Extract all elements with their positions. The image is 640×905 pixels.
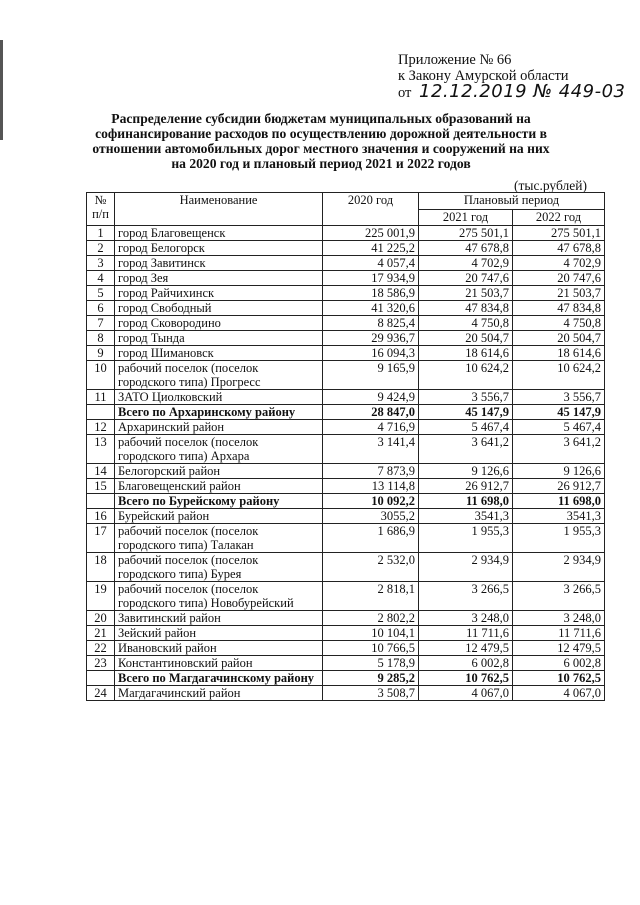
row-value-2022: 10 762,5 [513,671,605,686]
row-value-2021: 10 762,5 [419,671,513,686]
table-row [87,361,605,390]
row-number: 19 [87,582,115,611]
table-row [87,271,605,286]
table-row [87,656,605,671]
row-name: город Райчихинск [115,286,323,301]
row-value-2022: 3 641,2 [513,435,605,464]
row-value-2020: 4 057,4 [323,256,419,271]
row-value-2020: 29 936,7 [323,331,419,346]
row-name: Всего по Архаринскому району [115,405,323,420]
row-value-2021: 3 266,5 [419,582,513,611]
row-value-2022: 45 147,9 [513,405,605,420]
handwritten-date: 12.12.2019 № 449-03 [419,81,626,102]
table-row [87,286,605,301]
row-value-2020: 2 532,0 [323,553,419,582]
row-value-2020: 5 178,9 [323,656,419,671]
row-value-2022: 11 711,6 [513,626,605,641]
row-number: 6 [87,301,115,316]
row-value-2022: 2 934,9 [513,553,605,582]
row-value-2022: 18 614,6 [513,346,605,361]
header-2020: 2020 год [323,193,419,226]
row-number: 23 [87,656,115,671]
row-value-2021: 21 503,7 [419,286,513,301]
header-planned-period: Плановый период [419,193,605,210]
row-value-2022: 3541,3 [513,509,605,524]
row-name: рабочий поселок (поселок городского типа) Талакан [115,524,323,553]
row-value-2022: 11 698,0 [513,494,605,509]
table-row [87,641,605,656]
row-number: 13 [87,435,115,464]
row-value-2020: 9 165,9 [323,361,419,390]
table-row [87,435,605,464]
row-name: рабочий поселок (поселок городского типа) Прогресс [115,361,323,390]
row-value-2022: 21 503,7 [513,286,605,301]
row-number: 22 [87,641,115,656]
table-row [87,301,605,316]
table-row [87,256,605,271]
row-value-2021: 47 678,8 [419,241,513,256]
row-value-2020: 225 001,9 [323,226,419,241]
row-value-2021: 4 702,9 [419,256,513,271]
row-name: Архаринский район [115,420,323,435]
row-number: 2 [87,241,115,256]
row-value-2020: 17 934,9 [323,271,419,286]
header-num: № п/п [87,193,115,226]
table-row [87,346,605,361]
scan-edge-mark [0,40,3,140]
row-value-2022: 47 834,8 [513,301,605,316]
row-number: 4 [87,271,115,286]
row-value-2022: 275 501,1 [513,226,605,241]
table-row [87,331,605,346]
row-value-2022: 6 002,8 [513,656,605,671]
table-total-row [87,671,605,686]
row-value-2020: 2 802,2 [323,611,419,626]
row-value-2022: 26 912,7 [513,479,605,494]
row-value-2021: 275 501,1 [419,226,513,241]
row-number: 3 [87,256,115,271]
table-row [87,509,605,524]
row-number: 1 [87,226,115,241]
table-row [87,611,605,626]
row-number: 11 [87,390,115,405]
table-row [87,524,605,553]
row-value-2021: 10 624,2 [419,361,513,390]
row-value-2020: 1 686,9 [323,524,419,553]
row-value-2021: 20 747,6 [419,271,513,286]
row-value-2022: 3 248,0 [513,611,605,626]
table-row [87,626,605,641]
row-name: город Сковородино [115,316,323,331]
table-row [87,553,605,582]
row-value-2021: 2 934,9 [419,553,513,582]
row-value-2021: 18 614,6 [419,346,513,361]
row-value-2021: 11 698,0 [419,494,513,509]
row-value-2020: 3 141,4 [323,435,419,464]
appendix-law: к Закону Амурской области [398,68,569,84]
row-number [87,405,115,420]
row-value-2022: 10 624,2 [513,361,605,390]
row-name: Благовещенский район [115,479,323,494]
appendix-number: Приложение № 66 [398,52,512,68]
row-value-2022: 12 479,5 [513,641,605,656]
row-value-2020: 10 104,1 [323,626,419,641]
row-value-2020: 13 114,8 [323,479,419,494]
row-value-2021: 9 126,6 [419,464,513,479]
row-value-2022: 1 955,3 [513,524,605,553]
row-name: рабочий поселок (поселок городского типа) Бурея [115,553,323,582]
row-number: 7 [87,316,115,331]
row-number: 12 [87,420,115,435]
row-value-2021: 45 147,9 [419,405,513,420]
row-name: Магдагачинский район [115,686,323,701]
row-value-2020: 2 818,1 [323,582,419,611]
row-value-2020: 9 424,9 [323,390,419,405]
table-total-row [87,405,605,420]
row-name: Белогорский район [115,464,323,479]
row-name: Завитинский район [115,611,323,626]
row-name: город Благовещенск [115,226,323,241]
header-2021: 2021 год [419,210,513,226]
row-name: Бурейский район [115,509,323,524]
row-value-2022: 20 504,7 [513,331,605,346]
row-value-2021: 11 711,6 [419,626,513,641]
table-row [87,464,605,479]
row-value-2020: 8 825,4 [323,316,419,331]
row-number: 5 [87,286,115,301]
row-number: 10 [87,361,115,390]
row-number: 14 [87,464,115,479]
date-prefix: от [398,85,412,101]
row-name: Зейский район [115,626,323,641]
subsidy-table [86,192,605,701]
table-total-row [87,494,605,509]
row-value-2021: 3541,3 [419,509,513,524]
row-value-2022: 4 750,8 [513,316,605,331]
table-row [87,420,605,435]
appendix-block [398,52,626,101]
row-name: рабочий поселок (поселок городского типа) Архара [115,435,323,464]
row-number: 9 [87,346,115,361]
row-name: Всего по Магдагачинскому району [115,671,323,686]
row-number: 16 [87,509,115,524]
table-row [87,390,605,405]
table-row [87,582,605,611]
unit-label: (тыс.рублей) [514,178,587,193]
row-name: город Белогорск [115,241,323,256]
row-value-2022: 47 678,8 [513,241,605,256]
row-value-2020: 3 508,7 [323,686,419,701]
row-name: ЗАТО Циолковский [115,390,323,405]
row-value-2022: 3 266,5 [513,582,605,611]
table-row [87,316,605,331]
row-value-2020: 4 716,9 [323,420,419,435]
row-name: Константиновский район [115,656,323,671]
row-value-2022: 5 467,4 [513,420,605,435]
row-number: 24 [87,686,115,701]
row-value-2020: 41 225,2 [323,241,419,256]
table-row [87,479,605,494]
row-value-2021: 5 467,4 [419,420,513,435]
row-number [87,494,115,509]
row-value-2021: 6 002,8 [419,656,513,671]
row-name: город Свободный [115,301,323,316]
row-name: город Завитинск [115,256,323,271]
header-2022: 2022 год [513,210,605,226]
row-name: город Шимановск [115,346,323,361]
row-number: 20 [87,611,115,626]
table-row [87,686,605,701]
row-value-2021: 4 750,8 [419,316,513,331]
row-value-2020: 9 285,2 [323,671,419,686]
row-value-2021: 26 912,7 [419,479,513,494]
row-value-2021: 1 955,3 [419,524,513,553]
row-name: город Тында [115,331,323,346]
row-value-2020: 10 092,2 [323,494,419,509]
table-body [87,226,605,701]
row-value-2020: 41 320,6 [323,301,419,316]
document-title: Распределение субсидии бюджетам муниципальных образований на софинансирование расходов по осуществлению дорожной деятельности в отношении автомобильных дорог местного значения и сооружений на них на 2020 год и плановый период 2021 и 2022 годов [92,111,550,171]
row-number [87,671,115,686]
row-value-2022: 4 067,0 [513,686,605,701]
table-row [87,241,605,256]
row-value-2020: 18 586,9 [323,286,419,301]
row-value-2020: 10 766,5 [323,641,419,656]
row-value-2020: 16 094,3 [323,346,419,361]
row-value-2021: 12 479,5 [419,641,513,656]
row-number: 17 [87,524,115,553]
row-value-2021: 3 556,7 [419,390,513,405]
row-value-2020: 28 847,0 [323,405,419,420]
row-name: Всего по Бурейскому району [115,494,323,509]
row-number: 21 [87,626,115,641]
row-name: рабочий поселок (поселок городского типа) Новобурейский [115,582,323,611]
row-value-2021: 20 504,7 [419,331,513,346]
appendix-date-line [398,81,626,102]
row-value-2020: 7 873,9 [323,464,419,479]
row-value-2020: 3055,2 [323,509,419,524]
row-number: 18 [87,553,115,582]
row-value-2021: 3 248,0 [419,611,513,626]
row-number: 15 [87,479,115,494]
row-value-2022: 3 556,7 [513,390,605,405]
row-value-2022: 9 126,6 [513,464,605,479]
row-number: 8 [87,331,115,346]
row-value-2022: 4 702,9 [513,256,605,271]
row-value-2021: 47 834,8 [419,301,513,316]
header-name: Наименование [115,193,323,226]
row-name: город Зея [115,271,323,286]
row-value-2021: 3 641,2 [419,435,513,464]
row-value-2022: 20 747,6 [513,271,605,286]
table-row [87,226,605,241]
row-name: Ивановский район [115,641,323,656]
row-value-2021: 4 067,0 [419,686,513,701]
